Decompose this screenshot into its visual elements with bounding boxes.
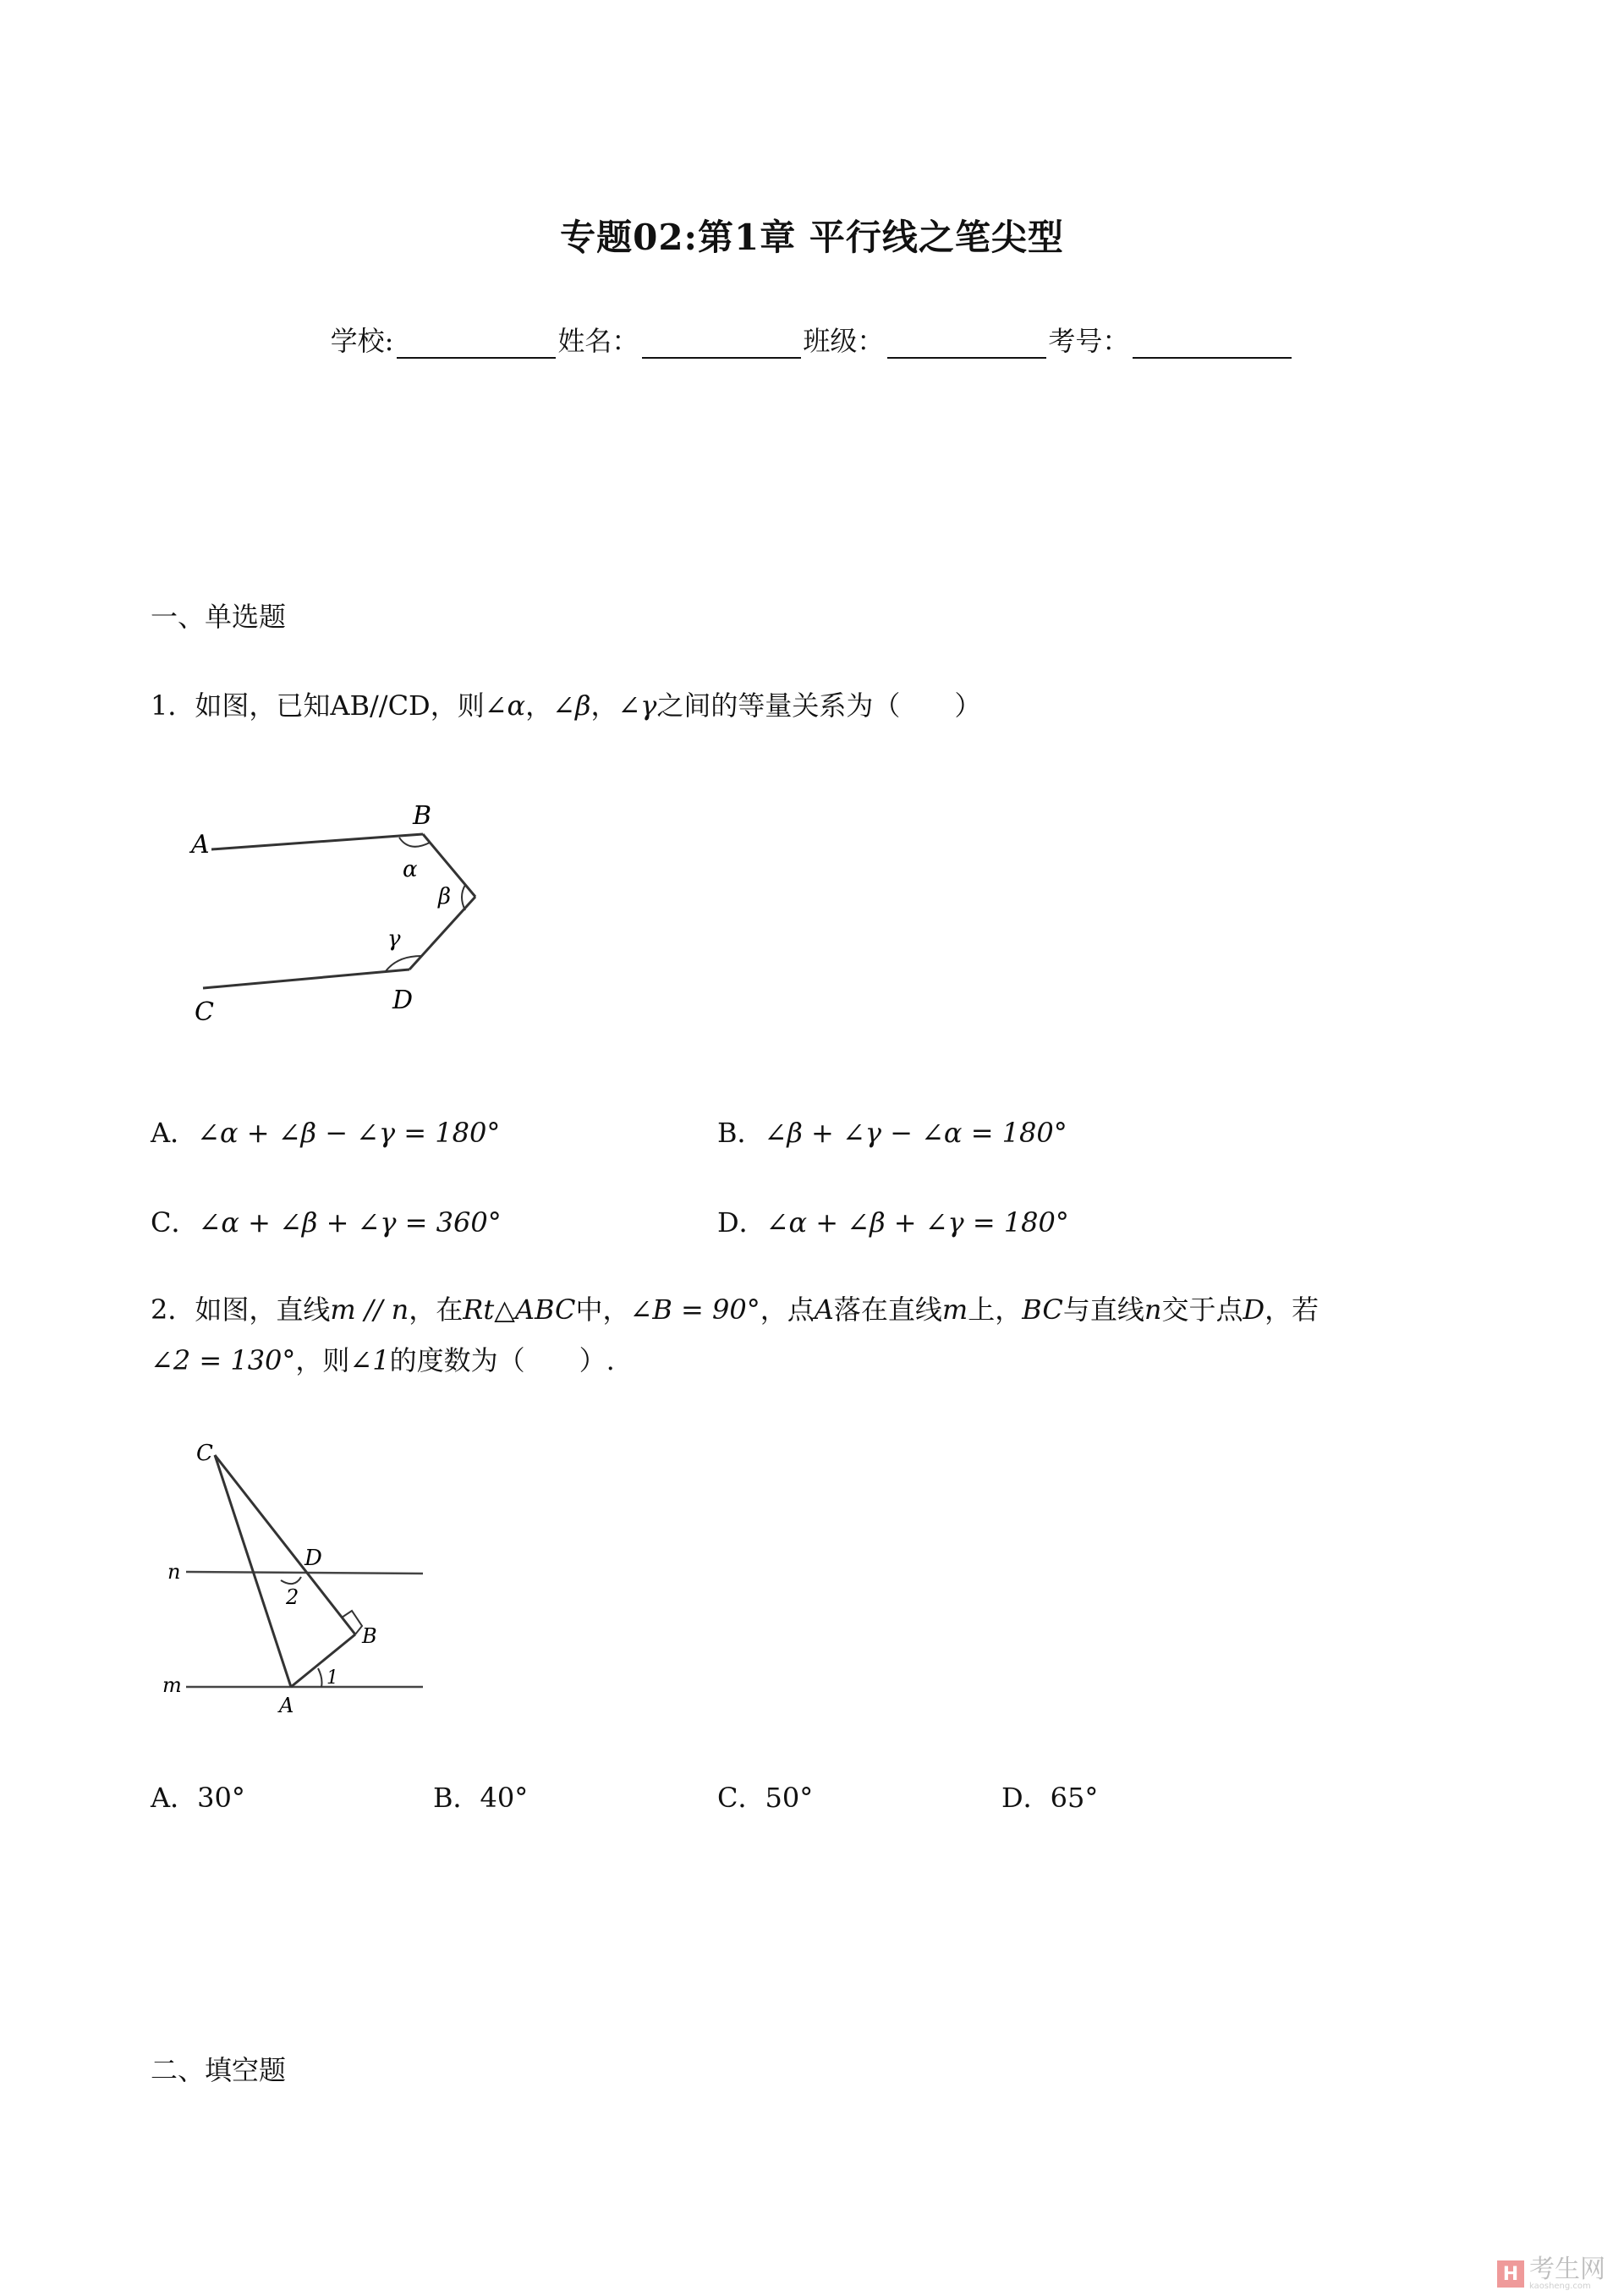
arc-angle-2	[281, 1577, 301, 1584]
label-c: C	[196, 1441, 213, 1466]
math-m-parallel-n: m // n	[330, 1294, 409, 1326]
exam-number-label: 考号：	[1048, 325, 1130, 357]
section-heading-single-choice: 一、单选题	[151, 601, 287, 633]
question-2-text-7: 与直线	[1062, 1294, 1144, 1326]
label-d: D	[392, 986, 414, 1015]
option-letter: D．	[717, 1206, 766, 1239]
question-1-stem	[151, 675, 1470, 736]
class-field	[803, 320, 1048, 359]
watermark-logo	[1497, 2257, 1605, 2291]
arc-beta	[462, 885, 465, 910]
question-1-option-d[interactable]	[717, 1201, 1069, 1240]
option-text: D．65°	[1001, 1782, 1099, 1814]
math-angle-2-130: ∠2 = 130°	[151, 1344, 296, 1376]
question-2-number: 2．	[151, 1294, 195, 1326]
watermark-text	[1529, 2257, 1605, 2291]
label-c: C	[195, 997, 214, 1027]
question-2-option-d[interactable]	[1001, 1777, 1098, 1815]
option-text: A．30°	[151, 1782, 245, 1814]
question-2-text-2: ，在	[409, 1294, 464, 1326]
side-ab	[291, 1634, 355, 1687]
section-heading-fill-blank: 二、填空题	[151, 2054, 287, 2086]
angle-gamma: ∠γ	[617, 689, 657, 722]
question-1-option-c[interactable]	[151, 1201, 502, 1240]
math-n: n	[1144, 1294, 1162, 1326]
name-label: 姓名：	[557, 325, 639, 357]
question-2-text-11: 的度数为（ ）.	[389, 1344, 615, 1376]
question-2-text-9: ，若	[1265, 1294, 1320, 1326]
math-angle-1: ∠1	[349, 1344, 390, 1376]
math-angle-b-90: ∠B = 90°	[629, 1294, 760, 1326]
option-text: ∠α + ∠β + ∠γ = 180°	[765, 1206, 1069, 1239]
watermark-en: kaosheng.com	[1529, 2282, 1591, 2291]
line-n	[186, 1572, 423, 1574]
label-a: A	[191, 830, 210, 860]
label-a: A	[279, 1694, 294, 1717]
label-2: 2	[286, 1585, 299, 1609]
label-1: 1	[326, 1667, 338, 1689]
question-1-text-b: 之间的等量关系为（ ）	[656, 689, 982, 722]
question-2-option-b[interactable]	[433, 1777, 528, 1815]
label-b: B	[362, 1624, 377, 1648]
question-1-sep-2: ，	[590, 689, 618, 722]
option-text: ∠β + ∠γ − ∠α = 180°	[764, 1117, 1067, 1149]
option-text: ∠α + ∠β + ∠γ = 360°	[198, 1206, 502, 1239]
question-2-text-6: 上，	[968, 1294, 1023, 1326]
label-m: m	[162, 1673, 182, 1697]
math-d: D	[1243, 1294, 1265, 1326]
watermark-mark-icon: H	[1497, 2260, 1524, 2288]
question-1-text-a: 如图，已知AB//CD，则	[195, 689, 485, 722]
question-2-text-10: ，则	[295, 1344, 350, 1376]
name-field	[557, 320, 803, 359]
option-letter: B．	[717, 1117, 765, 1149]
arc-angle-1	[318, 1668, 322, 1687]
question-1-option-a[interactable]	[151, 1112, 500, 1151]
option-letter: C．	[151, 1206, 199, 1239]
question-2-text-8: 交于点	[1161, 1294, 1243, 1326]
question-2-option-a[interactable]	[151, 1777, 245, 1815]
exam-number-blank	[1133, 332, 1292, 359]
label-gamma: γ	[387, 926, 401, 952]
document-title: 专题02:第1章 平行线之笔尖型	[560, 217, 1064, 258]
math-a: A	[814, 1294, 834, 1326]
option-text: ∠α + ∠β − ∠γ = 180°	[197, 1117, 501, 1149]
watermark-cn: 考生网	[1529, 2255, 1605, 2284]
math-rt-triangle-abc: Rt△ABC	[463, 1294, 576, 1326]
question-1-number: 1．	[151, 689, 195, 722]
question-1-figure	[169, 787, 508, 1032]
class-blank	[887, 332, 1046, 359]
question-2-stem	[151, 1279, 1470, 1391]
question-2-text-3: 中，	[575, 1294, 630, 1326]
arc-alpha	[399, 838, 430, 847]
school-field	[331, 320, 558, 359]
label-alpha: α	[403, 857, 418, 882]
side-cb	[215, 1455, 355, 1634]
exam-number-field	[1048, 320, 1293, 359]
line-ab	[211, 834, 423, 849]
question-2-text-1: 如图，直线	[195, 1294, 331, 1326]
label-b: B	[413, 801, 432, 831]
option-text: B．40°	[433, 1782, 529, 1814]
math-m: m	[941, 1294, 968, 1326]
label-beta: β	[438, 884, 452, 909]
side-ca	[215, 1455, 291, 1687]
math-bc: BC	[1022, 1294, 1063, 1326]
angle-alpha: ∠α	[484, 689, 526, 722]
option-letter: A．	[151, 1117, 198, 1149]
label-n: n	[167, 1560, 181, 1584]
option-text: C．50°	[717, 1782, 814, 1814]
label-d: D	[304, 1546, 322, 1571]
question-1-option-b[interactable]	[717, 1112, 1067, 1151]
name-blank	[642, 332, 801, 359]
angle-beta: ∠β	[552, 689, 591, 722]
student-info-row	[0, 320, 1624, 359]
question-2-figure	[152, 1438, 440, 1726]
question-1-sep-1: ，	[525, 689, 553, 722]
question-2-option-c[interactable]	[717, 1777, 813, 1815]
line-cd	[203, 969, 409, 988]
class-label: 班级：	[803, 325, 885, 357]
school-label: 学校:	[330, 325, 394, 357]
school-blank	[397, 332, 556, 359]
question-2-text-4: ，点	[760, 1294, 815, 1326]
question-2-text-5: 落在直线	[833, 1294, 942, 1326]
